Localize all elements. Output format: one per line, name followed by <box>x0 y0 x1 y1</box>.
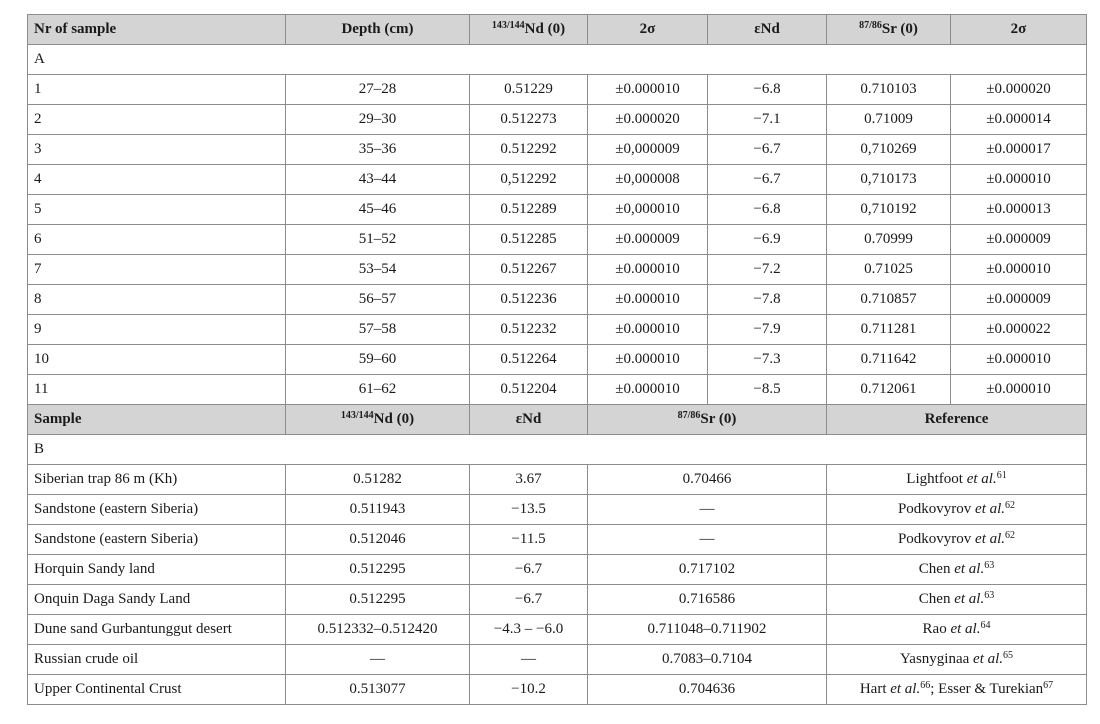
epsilon-nd-cell: −7.1 <box>708 105 827 135</box>
sr-2sigma-cell: ±0.000020 <box>951 75 1087 105</box>
sr-ratio-cell: 0.70999 <box>827 225 951 255</box>
sr-ratio-cell: 0.710857 <box>827 285 951 315</box>
sample-nr-cell: 5 <box>28 195 286 225</box>
nd-ratio-superscript: 143/144 <box>491 20 525 31</box>
sample-nr-cell: 4 <box>28 165 286 195</box>
nd-2sigma-cell: ±0.000010 <box>588 75 708 105</box>
table-row <box>28 645 1087 675</box>
reference-et-al: et al. <box>950 621 981 637</box>
nd-2sigma-cell: ±0.000010 <box>588 315 708 345</box>
depth-cell: 51–52 <box>286 225 470 255</box>
reference-author: Chen <box>918 591 955 607</box>
epsilon-nd-cell: −6.7 <box>708 165 827 195</box>
nd-ratio-cell: 0.512267 <box>470 255 588 285</box>
sr-ratio-cell: 0.704636 <box>588 675 827 705</box>
nd-2sigma-cell: ±0.000010 <box>588 375 708 405</box>
depth-cell: 29–30 <box>286 105 470 135</box>
sample-name-cell: Sandstone (eastern Siberia) <box>28 495 286 525</box>
sample-name-cell: Horquin Sandy land <box>28 555 286 585</box>
sr-2sigma-cell: ±0.000009 <box>951 285 1087 315</box>
table-row <box>28 225 1087 255</box>
sample-nr-cell: 9 <box>28 315 286 345</box>
sample-nr-cell: 8 <box>28 285 286 315</box>
sr-2sigma-cell: ±0.000022 <box>951 315 1087 345</box>
sample-nr-cell: 2 <box>28 105 286 135</box>
nd-ratio-label: Nd (0) <box>524 21 566 37</box>
table-row <box>28 585 1087 615</box>
sr-ratio-cell: 0.712061 <box>827 375 951 405</box>
sr-ratio-cell: 0.70466 <box>588 465 827 495</box>
epsilon-nd-cell: −7.9 <box>708 315 827 345</box>
sample-name-cell: Sandstone (eastern Siberia) <box>28 525 286 555</box>
reference-et-al: et al. <box>975 501 1006 517</box>
section-b-row <box>28 435 1087 465</box>
sr-ratio-cell: 0,710192 <box>827 195 951 225</box>
table-row <box>28 135 1087 165</box>
epsilon-nd-cell: −7.3 <box>708 345 827 375</box>
nd-ratio-cell: 0.512236 <box>470 285 588 315</box>
sample-nr-cell: 1 <box>28 75 286 105</box>
depth-cell: 53–54 <box>286 255 470 285</box>
epsilon-nd-cell: −6.8 <box>708 195 827 225</box>
sr-ratio-superscript-b: 87/86 <box>677 410 701 421</box>
sr-2sigma-cell: ±0.000010 <box>951 255 1087 285</box>
nd-ratio-cell: 0.512295 <box>286 555 470 585</box>
nd-ratio-cell: 0.512273 <box>470 105 588 135</box>
sr-2sigma-cell: ±0.000017 <box>951 135 1087 165</box>
sr-ratio-cell: 0.711642 <box>827 345 951 375</box>
epsilon-nd-cell: −11.5 <box>470 525 588 555</box>
section-b-label: B <box>28 435 1087 465</box>
col-header-sample-nr: Nr of sample <box>28 15 286 45</box>
sample-name-cell: Upper Continental Crust <box>28 675 286 705</box>
reference-author: Podkovyrov <box>897 531 976 547</box>
epsilon-nd-cell: — <box>470 645 588 675</box>
reference-cell <box>827 585 1087 615</box>
sample-name-cell: Siberian trap 86 m (Kh) <box>28 465 286 495</box>
table-row <box>28 255 1087 285</box>
sr-2sigma-cell: ±0.000010 <box>951 375 1087 405</box>
reference-et-al: et al. <box>890 681 921 697</box>
table-row <box>28 555 1087 585</box>
sample-name-cell: Russian crude oil <box>28 645 286 675</box>
section-a-row <box>28 45 1087 75</box>
nd-ratio-label-b: Nd (0) <box>373 411 415 427</box>
epsilon-nd-cell: −10.2 <box>470 675 588 705</box>
reference-cell <box>827 615 1087 645</box>
nd-ratio-cell: — <box>286 645 470 675</box>
reference-author: Podkovyrov <box>897 501 976 517</box>
sample-nr-cell: 6 <box>28 225 286 255</box>
nd-ratio-cell: 0.513077 <box>286 675 470 705</box>
table-row <box>28 75 1087 105</box>
sr-2sigma-cell: ±0.000009 <box>951 225 1087 255</box>
nd-ratio-cell: 0.512292 <box>470 135 588 165</box>
nd-ratio-cell: 0.512285 <box>470 225 588 255</box>
sr-ratio-cell: 0.71025 <box>827 255 951 285</box>
nd-ratio-cell: 0.51229 <box>470 75 588 105</box>
epsilon-nd-cell: −8.5 <box>708 375 827 405</box>
depth-cell: 45–46 <box>286 195 470 225</box>
table-a-body <box>28 45 1087 405</box>
col-header-sr-ratio <box>827 15 951 45</box>
sr-ratio-cell: 0.711281 <box>827 315 951 345</box>
col-header-nd-ratio-b <box>286 405 470 435</box>
reference-cell <box>827 525 1087 555</box>
sr-2sigma-cell: ±0.000010 <box>951 345 1087 375</box>
sample-name-cell: Onquin Daga Sandy Land <box>28 585 286 615</box>
col-header-depth: Depth (cm) <box>286 15 470 45</box>
sr-ratio-cell: 0,710173 <box>827 165 951 195</box>
depth-cell: 27–28 <box>286 75 470 105</box>
table-row <box>28 315 1087 345</box>
reference-author: Chen <box>918 561 955 577</box>
table-row <box>28 495 1087 525</box>
reference-cell <box>827 465 1087 495</box>
epsilon-nd-cell: −7.8 <box>708 285 827 315</box>
epsilon-nd-cell: −6.7 <box>470 585 588 615</box>
table-row <box>28 675 1087 705</box>
reference-number: 62 <box>1005 530 1016 541</box>
reference-et-al: et al. <box>954 561 985 577</box>
nd-ratio-cell: 0,512292 <box>470 165 588 195</box>
depth-cell: 43–44 <box>286 165 470 195</box>
nd-ratio-cell: 0.512289 <box>470 195 588 225</box>
nd-ratio-cell: 0.512232 <box>470 315 588 345</box>
epsilon-nd-cell: −6.8 <box>708 75 827 105</box>
sr-ratio-cell: 0.716586 <box>588 585 827 615</box>
reference-cell <box>827 645 1087 675</box>
nd-ratio-superscript-b: 143/144 <box>340 410 374 421</box>
nd-2sigma-cell: ±0.000010 <box>588 345 708 375</box>
sample-name-cell: Dune sand Gurbantunggut desert <box>28 615 286 645</box>
depth-cell: 57–58 <box>286 315 470 345</box>
table-b-last-body <box>28 675 1087 705</box>
nd-ratio-cell: 0.51282 <box>286 465 470 495</box>
epsilon-nd-cell: −6.7 <box>708 135 827 165</box>
nd-ratio-cell: 0.512204 <box>470 375 588 405</box>
col-header-reference: Reference <box>827 405 1087 435</box>
sr-2sigma-cell: ±0.000013 <box>951 195 1087 225</box>
sample-nr-cell: 3 <box>28 135 286 165</box>
sr-ratio-cell: 0.7083–0.7104 <box>588 645 827 675</box>
reference-author: Yasnyginaa <box>899 651 974 667</box>
sr-ratio-label: Sr (0) <box>881 21 918 37</box>
table-row <box>28 465 1087 495</box>
epsilon-nd-cell: −13.5 <box>470 495 588 525</box>
sr-ratio-cell: — <box>588 525 827 555</box>
sample-nr-cell: 10 <box>28 345 286 375</box>
nd-2sigma-cell: ±0,000008 <box>588 165 708 195</box>
nd-2sigma-cell: ±0,000010 <box>588 195 708 225</box>
reference-author: Hart <box>859 681 891 697</box>
table-a-header-row <box>28 15 1087 45</box>
table-row <box>28 165 1087 195</box>
depth-cell: 35–36 <box>286 135 470 165</box>
reference-separator: ; Esser & Turekian <box>930 681 1044 697</box>
table-row <box>28 345 1087 375</box>
table-row <box>28 285 1087 315</box>
reference-number: 66 <box>920 680 931 691</box>
col-header-2sigma-nd: 2σ <box>588 15 708 45</box>
sr-ratio-cell: 0.71009 <box>827 105 951 135</box>
sr-ratio-cell: 0.710103 <box>827 75 951 105</box>
table-row <box>28 615 1087 645</box>
sr-2sigma-cell: ±0.000010 <box>951 165 1087 195</box>
reference-et-al: et al. <box>975 531 1006 547</box>
col-header-2sigma-sr: 2σ <box>951 15 1087 45</box>
reference-number: 64 <box>980 620 991 631</box>
depth-cell: 59–60 <box>286 345 470 375</box>
reference-number: 63 <box>984 560 995 571</box>
depth-cell: 61–62 <box>286 375 470 405</box>
reference-et-al: et al. <box>973 651 1004 667</box>
epsilon-nd-cell: −6.7 <box>470 555 588 585</box>
reference-author: Rao <box>922 621 951 637</box>
table-row <box>28 195 1087 225</box>
reference-cell <box>827 495 1087 525</box>
reference-author: Lightfoot <box>906 471 967 487</box>
nd-ratio-cell: 0.512046 <box>286 525 470 555</box>
col-header-epsilon-nd: εNd <box>708 15 827 45</box>
sample-nr-cell: 7 <box>28 255 286 285</box>
table-row <box>28 525 1087 555</box>
epsilon-nd-cell: −4.3 – −6.0 <box>470 615 588 645</box>
epsilon-nd-cell: −6.9 <box>708 225 827 255</box>
depth-cell: 56–57 <box>286 285 470 315</box>
nd-2sigma-cell: ±0,000009 <box>588 135 708 165</box>
nd-2sigma-cell: ±0.000010 <box>588 255 708 285</box>
col-header-sample: Sample <box>28 405 286 435</box>
reference-et-al: et al. <box>966 471 997 487</box>
reference-number: 63 <box>984 590 995 601</box>
section-a-label: A <box>28 45 1087 75</box>
reference-cell <box>827 675 1087 705</box>
nd-ratio-cell: 0.512332–0.512420 <box>286 615 470 645</box>
nd-2sigma-cell: ±0.000010 <box>588 285 708 315</box>
table-row <box>28 375 1087 405</box>
sr-ratio-cell: 0.717102 <box>588 555 827 585</box>
sample-nr-cell: 11 <box>28 375 286 405</box>
col-header-epsilon-nd-b: εNd <box>470 405 588 435</box>
isotope-table <box>27 14 1087 705</box>
table-b-body <box>28 405 1087 675</box>
reference-cell <box>827 555 1087 585</box>
sr-ratio-cell: 0,710269 <box>827 135 951 165</box>
sr-ratio-superscript: 87/86 <box>859 20 882 31</box>
nd-ratio-cell: 0.512264 <box>470 345 588 375</box>
col-header-nd-ratio <box>470 15 588 45</box>
reference-number: 61 <box>996 470 1007 481</box>
epsilon-nd-cell: −7.2 <box>708 255 827 285</box>
col-header-sr-ratio-b <box>588 405 827 435</box>
table-b-header-row <box>28 405 1087 435</box>
sr-ratio-label-b: Sr (0) <box>700 411 737 427</box>
sr-ratio-cell: — <box>588 495 827 525</box>
nd-ratio-cell: 0.511943 <box>286 495 470 525</box>
table-row <box>28 105 1087 135</box>
reference-number-2: 67 <box>1043 680 1054 691</box>
nd-ratio-cell: 0.512295 <box>286 585 470 615</box>
reference-et-al: et al. <box>954 591 985 607</box>
nd-2sigma-cell: ±0.000009 <box>588 225 708 255</box>
epsilon-nd-cell: 3.67 <box>470 465 588 495</box>
sr-ratio-cell: 0.711048–0.711902 <box>588 615 827 645</box>
reference-number: 65 <box>1003 650 1014 661</box>
sr-2sigma-cell: ±0.000014 <box>951 105 1087 135</box>
reference-number: 62 <box>1005 500 1016 511</box>
nd-2sigma-cell: ±0.000020 <box>588 105 708 135</box>
